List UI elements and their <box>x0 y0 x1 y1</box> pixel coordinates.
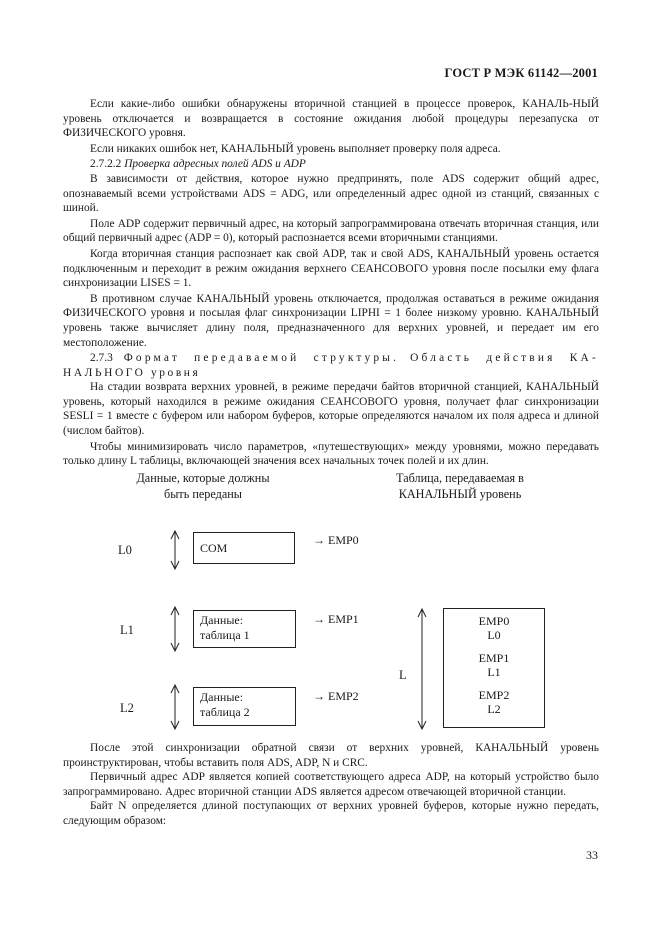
table-length: L1 <box>487 664 501 679</box>
caption-line: Данные, которые должны <box>136 471 270 485</box>
data-table-1-box <box>193 610 296 648</box>
emp0-pointer: → EMP0 <box>313 533 359 547</box>
section-number: 2.7.2.2 <box>90 158 122 171</box>
paragraph: Байт N определяется длиной поступающих от верхних уровней буферов, которые нужно передать, следующим образом: <box>63 800 599 827</box>
box-text: таблица 1 <box>200 628 250 642</box>
box-text: Данные: <box>200 613 244 627</box>
section-heading-2722 <box>63 157 599 172</box>
paragraph: Поле ADP содержит первичный адрес, на который запрограммирована отвечать вторичная станция, или общий первичный адрес (ADP = 0), который распознается всеми вторичными станциями. <box>63 217 599 245</box>
box-text: COM <box>200 541 228 555</box>
section-title: Область действия КА- <box>410 352 599 365</box>
l2-double-arrow <box>171 685 179 729</box>
table-emp: EMP0 <box>478 614 510 628</box>
caption-line: КАНАЛЬНЫЙ уровень <box>398 487 522 501</box>
table-length: L2 <box>487 701 501 716</box>
l-total-double-arrow <box>418 609 426 729</box>
transfer-diagram <box>0 460 661 740</box>
section-heading-273 <box>63 351 599 380</box>
l0-double-arrow <box>171 531 179 569</box>
body-text-bottom <box>63 741 599 829</box>
label-l0: L0 <box>118 543 132 557</box>
l1-double-arrow <box>171 607 179 651</box>
label-l2: L2 <box>120 701 134 715</box>
com-box <box>193 532 295 564</box>
label-l-total: L <box>399 668 407 682</box>
paragraph: Чтобы минимизировать число параметров, «путешествующих» между уровнями, можно передавать только длину L таблицы, включающей значения всех начальных точек полей и их длин. <box>63 440 599 468</box>
caption-line: Таблица, передаваемая в <box>396 471 524 485</box>
transmitted-table <box>443 608 545 728</box>
data-table-2-box <box>193 687 296 726</box>
table-emp: EMP2 <box>478 688 510 702</box>
emp1-pointer: → EMP1 <box>313 612 359 626</box>
table-entry-1 <box>444 652 544 679</box>
section-number: 2.7.3 <box>90 352 113 365</box>
box-text: таблица 2 <box>200 705 250 719</box>
section-title: Проверка адресных полей ADS и ADP <box>124 158 306 171</box>
paragraph: После этой синхронизации обратной связи от верхних уровней, КАНАЛЬНЫЙ уровень проинструктирован, чтобы вставить поля ADS, ADP, N и CRC. <box>63 742 599 769</box>
table-emp: EMP1 <box>478 651 510 665</box>
paragraph: Первичный адрес ADP является копией соответствующего адреса ADP, на который устройство было запрограммировано. Адрес вторичной станции ADS является адресом отвечающей вторичной станции. <box>63 771 599 798</box>
paragraph: Когда вторичная станция распознает как свой ADP, так и свой ADS, КАНАЛЬНЫЙ уровень остается подключенным и переходит в режим ожидания верхнего СЕАНСОВОГО уровня после посылки ему флага синхронизации LISES = 1. <box>63 247 599 290</box>
paragraph: В зависимости от действия, которое нужно предпринять, поле ADS содержит общий адрес, опознаваемый всеми устройствами ADS = ADG, или определенный адрес одной из станций, связанных с шиной. <box>63 172 599 215</box>
emp2-pointer: → EMP2 <box>313 689 359 703</box>
caption-line: быть переданы <box>164 487 242 501</box>
label-l1: L1 <box>120 623 134 637</box>
paragraph: В противном случае КАНАЛЬНЫЙ уровень отключается, продолжая оставаться в режиме ожидания ФИЗИЧЕСКОГО уровня и посылая флаг синхронизации LIPHI = 1 более низкому уровню. КАНАЛЬНЫЙ уровень также вычисляет длину поля, предназначенного для верхних уровней, и передает им его местоположение. <box>63 292 599 349</box>
section-title: Формат передаваемой структуры. <box>123 352 400 365</box>
paragraph: Если никаких ошибок нет, КАНАЛЬНЫЙ уровень выполняет проверку поля адреса. <box>90 142 501 155</box>
box-text: Данные: <box>200 690 244 704</box>
table-length: L0 <box>487 627 501 642</box>
section-title: НАЛЬНОГО уровня <box>63 366 201 379</box>
table-entry-2 <box>444 689 544 716</box>
table-entry-0 <box>444 615 544 642</box>
paragraph: На стадии возврата верхних уровней, в режиме передачи байтов вторичной станцией, КАНАЛЬНЫЙ уровень, который находился в режиме ожидания СЕАНСОВОГО уровня, получает флаг синхронизации SESLI = 1 вместе с буфером или набором буферов, которые определяются началом их поля адреса и длиной (числом байтов). <box>63 381 599 438</box>
page-number: 33 <box>586 848 598 862</box>
paragraph: Если какие-либо ошибки обнаружены вторичной станцией в процессе проверок, КАНАЛЬ-НЫЙ уровень отключается и возвращается в состояние ожидания любой процедуры перезапуска от ФИЗИЧЕСКОГО уровня. <box>63 98 599 140</box>
body-text-top <box>63 97 599 469</box>
document-header: ГОСТ Р МЭК 61142—2001 <box>444 66 598 80</box>
